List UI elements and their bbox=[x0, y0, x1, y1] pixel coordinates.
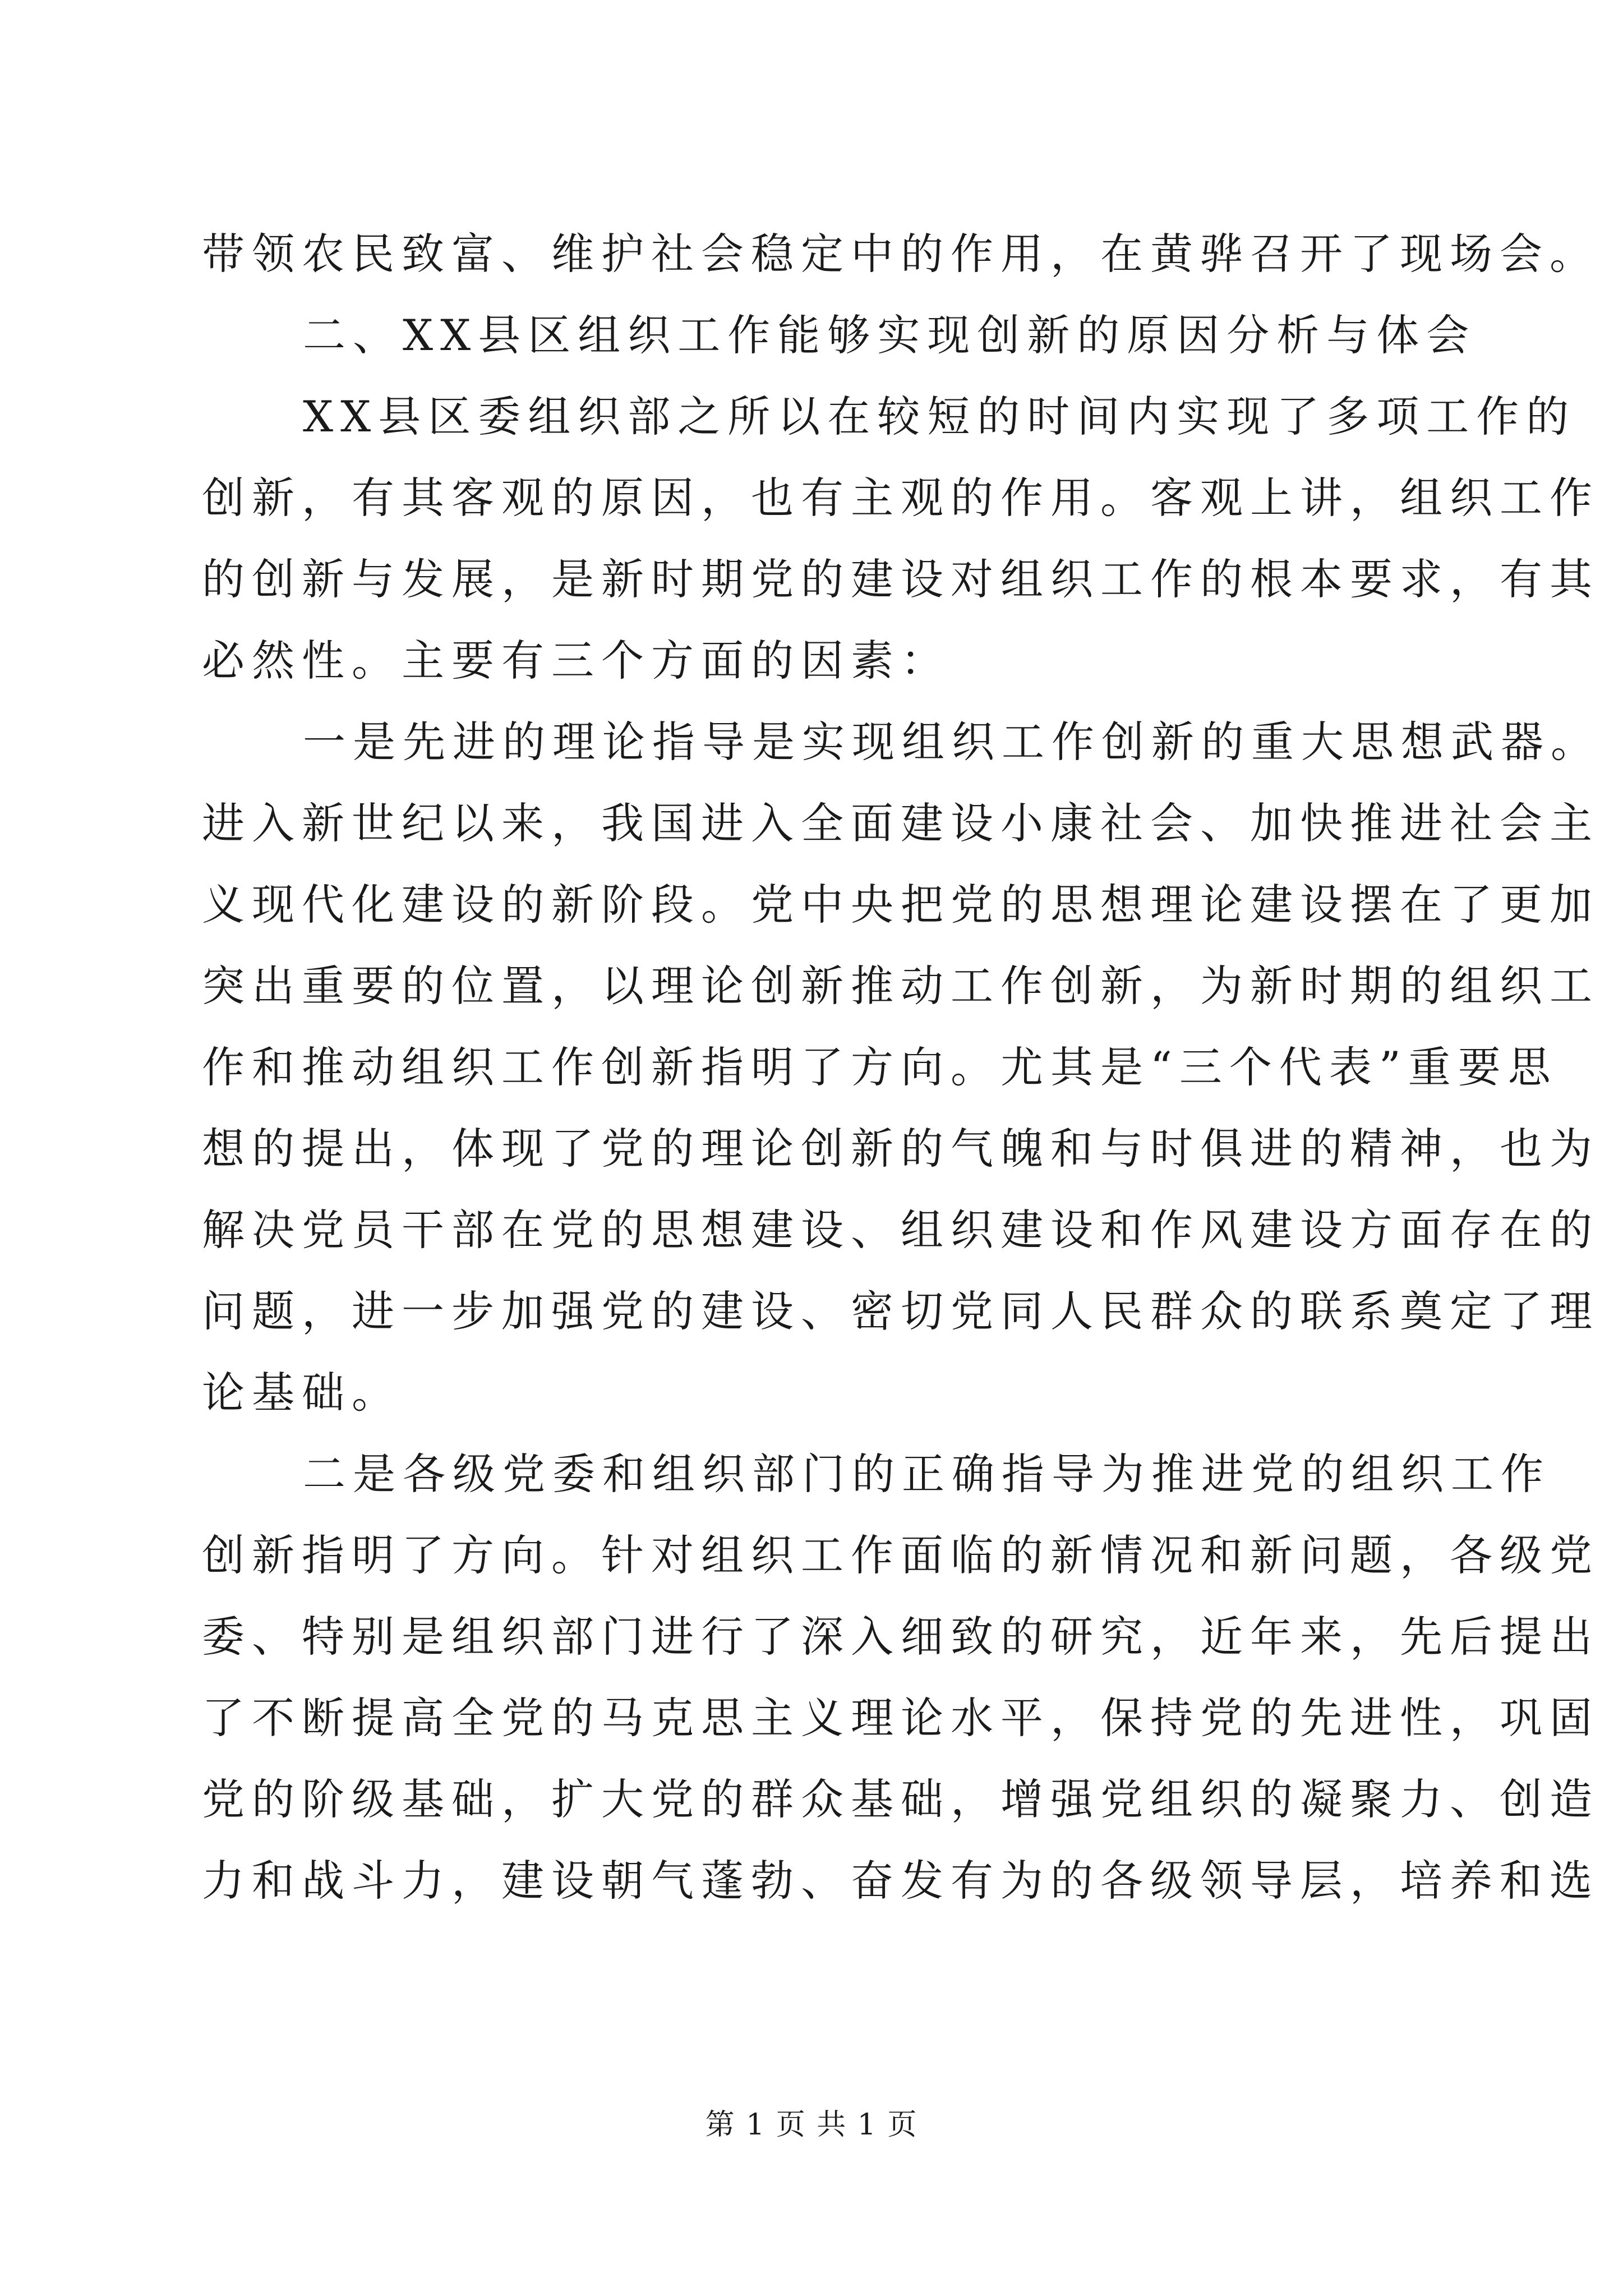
text-line: 义现代化建设的新阶段。党中央把党的思想理论建设摆在了更加 bbox=[202, 880, 1599, 930]
text-line: 想的提出，体现了党的理论创新的气魄和与时俱进的精神，也为 bbox=[202, 1124, 1599, 1174]
text-line: 的创新与发展，是新时期党的建设对组织工作的根本要求，有其 bbox=[202, 554, 1599, 604]
text-line: 一是先进的理论指导是实现组织工作创新的重大思想武器。 bbox=[303, 717, 1601, 767]
text-line: XX县区委组织部之所以在较短的时间内实现了多项工作的 bbox=[303, 392, 1576, 441]
section-heading: 二、XX县区组织工作能够实现创新的原因分析与体会 bbox=[303, 310, 1477, 360]
text-line: 了不断提高全党的马克思主义理论水平，保持党的先进性，巩固 bbox=[202, 1693, 1599, 1743]
text-line: 突出重要的位置，以理论创新推动工作创新，为新时期的组织工 bbox=[202, 961, 1599, 1011]
text-line: 论基础。 bbox=[202, 1368, 402, 1418]
text-line: 力和战斗力，建设朝气蓬勃、奋发有为的各级领导层，培养和选 bbox=[202, 1856, 1599, 1906]
text-line: 二是各级党委和组织部门的正确指导为推进党的组织工作 bbox=[303, 1449, 1551, 1499]
text-line: 委、特别是组织部门进行了深入细致的研究，近年来，先后提出 bbox=[202, 1612, 1599, 1662]
text-line: 解决党员干部在党的思想建设、组织建设和作风建设方面存在的 bbox=[202, 1205, 1599, 1255]
text-line: 党的阶级基础，扩大党的群众基础，增强党组织的凝聚力、创造 bbox=[202, 1774, 1599, 1824]
text-line: 作和推动组织工作创新指明了方向。尤其是“三个代表”重要思 bbox=[202, 1042, 1558, 1092]
text-line: 必然性。主要有三个方面的因素： bbox=[202, 636, 951, 685]
page-number-footer: 第 1 页 共 1 页 bbox=[705, 2108, 918, 2142]
text-line: 创新指明了方向。针对组织工作面临的新情况和新问题，各级党 bbox=[202, 1530, 1599, 1580]
text-line: 创新，有其客观的原因，也有主观的作用。客观上讲，组织工作 bbox=[202, 473, 1599, 523]
text-line: 带领农民致富、维护社会稳定中的作用，在黄骅召开了现场会。 bbox=[202, 229, 1599, 279]
text-line: 问题，进一步加强党的建设、密切党同人民群众的联系奠定了理 bbox=[202, 1286, 1599, 1336]
text-line: 进入新世纪以来，我国进入全面建设小康社会、加快推进社会主 bbox=[202, 798, 1599, 848]
